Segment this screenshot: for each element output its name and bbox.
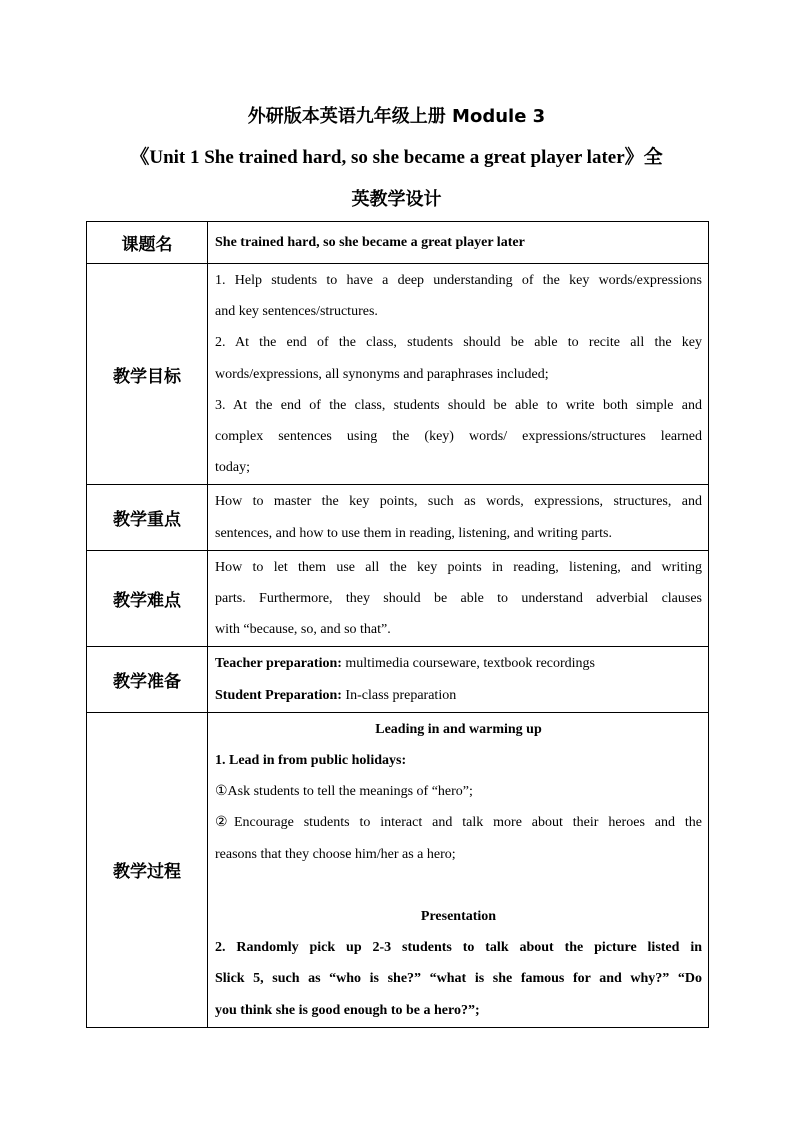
teacher-preparation-text: multimedia courseware, textbook recordings <box>341 656 595 672</box>
student-preparation-label: Student Preparation: <box>215 687 342 703</box>
row-content-objectives <box>208 264 709 485</box>
step-2-line-1: 2. Randomly pick up 2-3 students to talk about the picture listed in <box>215 940 702 956</box>
student-preparation-text: In-class preparation <box>341 687 457 703</box>
row-header-topic: 课题名 <box>87 222 208 264</box>
row-content-difficulties <box>208 550 709 647</box>
step-1-heading: 1. Lead in from public holidays: <box>215 753 407 769</box>
teacher-preparation-label: Teacher preparation: <box>215 656 342 672</box>
step-2-line-3: you think she is good enough to be a hero?”; <box>215 1002 480 1018</box>
section-title-presentation: Presentation <box>420 909 497 925</box>
student-preparation <box>215 680 702 711</box>
text-line: How to master the key points, such as words, expressions, structures, and <box>215 494 702 510</box>
row-content-topic <box>208 222 709 264</box>
text-line: 1. Help students to have a deep understanding of the key words/expressions <box>215 273 702 288</box>
text-line: with “because, so, and so that”. <box>215 622 391 638</box>
topic-text: She trained hard, so she became a great player later <box>215 234 525 250</box>
text-line: sentences, and how to use them in reading, listening, and writing parts. <box>215 525 612 541</box>
document-title-line-2: 《Unit 1 She trained hard, so she became a great player later》全 <box>130 147 663 168</box>
row-content-key-points <box>208 485 709 550</box>
row-content-preparation <box>208 647 709 712</box>
table-row-process <box>87 712 709 1027</box>
table-row-preparation <box>87 647 709 712</box>
document-title-line-3: 英教学设计 <box>351 189 442 210</box>
step-1-item-b-line-1: ②Encourage students to interact and talk more about their heroes and the <box>215 815 702 831</box>
document-title-line-1: 外研版本英语九年级上册 Module 3 <box>247 106 546 127</box>
step-1-item-a: ①Ask students to tell the meanings of “hero”; <box>215 784 473 800</box>
teacher-preparation <box>215 648 702 679</box>
row-header-difficulties: 教学难点 <box>87 550 208 647</box>
row-header-process: 教学过程 <box>87 712 208 1027</box>
row-content-process <box>208 712 709 1027</box>
step-2-line-2: Slick 5, such as “who is she?” “what is she famous for and why?” “Do <box>215 971 702 987</box>
text-line: complex sentences using the (key) words/ expressions/structures learned <box>215 429 702 445</box>
text-line: words/expressions, all synonyms and paraphrases included; <box>215 366 549 382</box>
row-header-key-points: 教学重点 <box>87 485 208 550</box>
text-line: How to let them use all the key points in reading, listening, and writing <box>215 559 702 575</box>
table-row-objectives <box>87 264 709 485</box>
table-row-key-points <box>87 485 709 550</box>
text-line: parts. Furthermore, they should be able to understand adverbial clauses <box>215 591 702 607</box>
row-header-preparation: 教学准备 <box>87 647 208 712</box>
section-title-leading-in: Leading in and warming up <box>375 721 542 737</box>
lesson-plan-table <box>86 221 709 1028</box>
table-row-topic <box>87 222 709 264</box>
step-1-item-b-line-2: reasons that they choose him/her as a hero; <box>215 846 456 862</box>
row-header-objectives: 教学目标 <box>87 264 208 485</box>
text-line: today; <box>215 460 250 476</box>
text-line: and key sentences/structures. <box>215 304 378 320</box>
text-line: 2. At the end of the class, students should be able to recite all the key <box>215 335 702 351</box>
blank-line <box>215 870 702 901</box>
table-row-difficulties <box>87 550 709 647</box>
text-line: 3. At the end of the class, students should be able to write both simple and <box>215 397 702 413</box>
